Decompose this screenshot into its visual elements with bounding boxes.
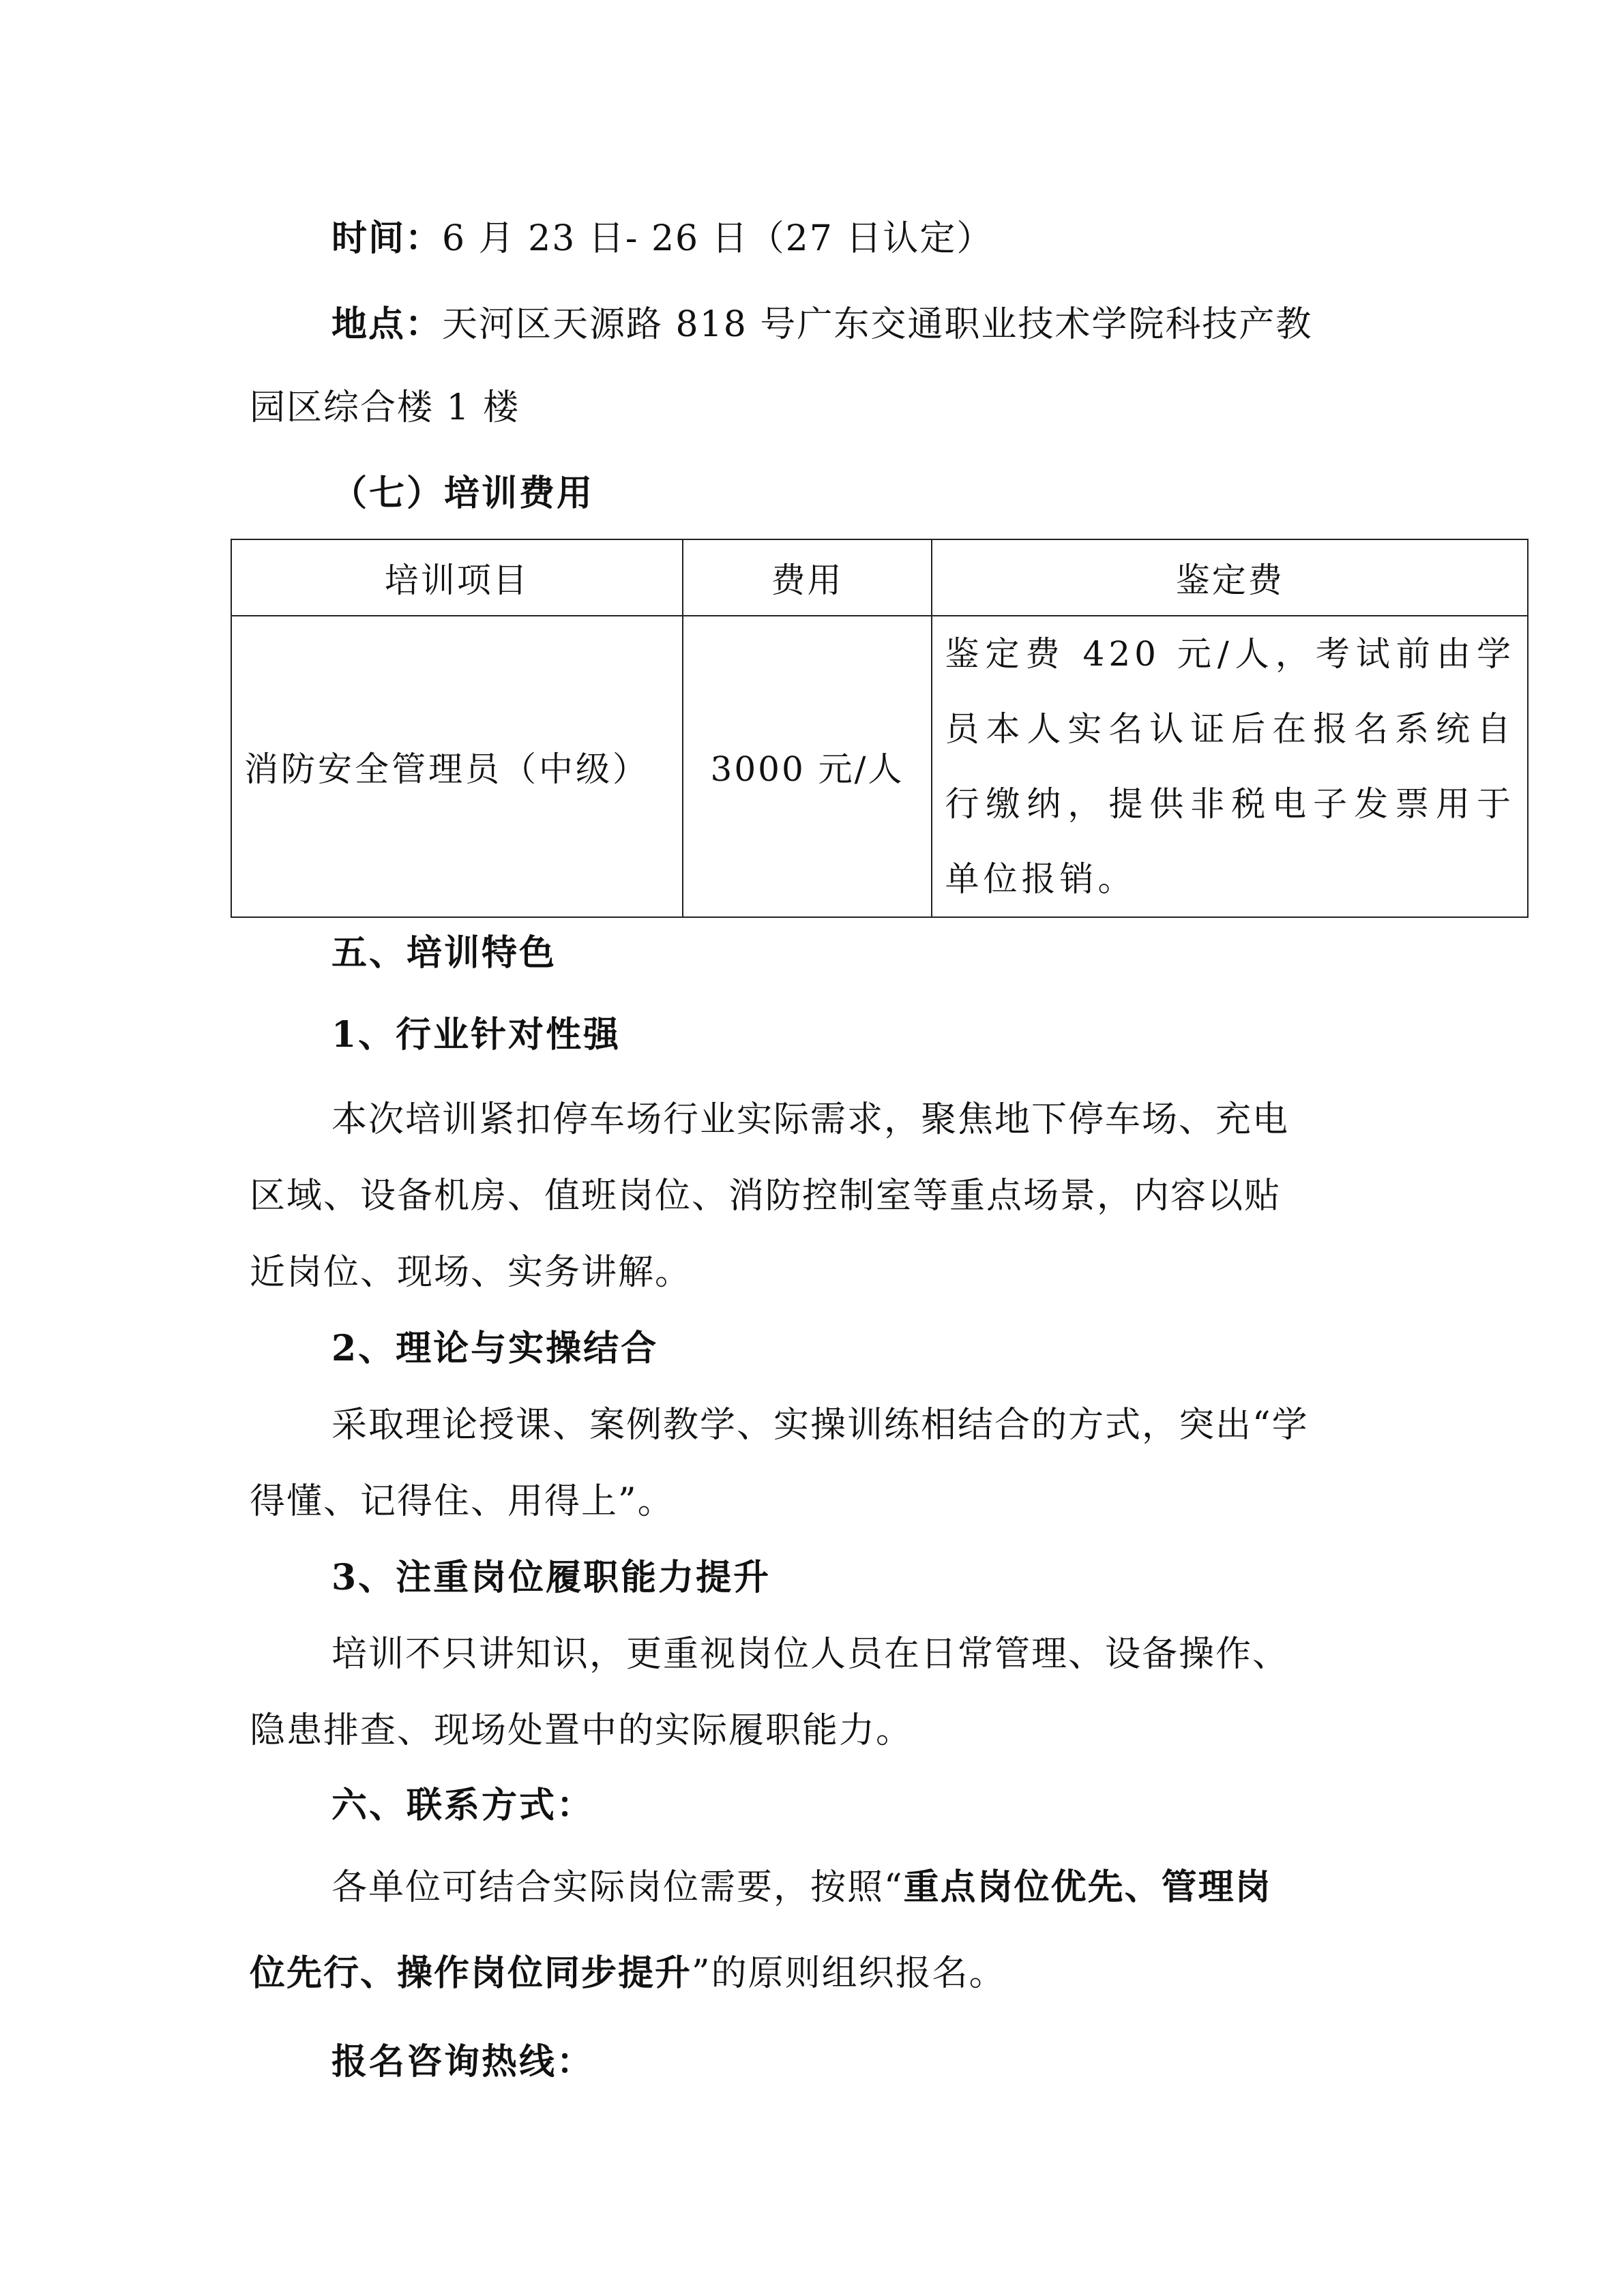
header-item: 培训项目: [231, 539, 683, 616]
time-label: 时间：: [331, 218, 443, 259]
contact-line-1: [331, 1866, 1272, 1909]
place-value-line1: 天河区天源路 818 号广东交通职业技术学院科技产教: [442, 304, 1313, 345]
feature-3-line-1: 培训不只讲知识，更重视岗位人员在日常管理、设备操作、: [331, 1634, 1290, 1675]
fees-heading: （七）培训费用: [331, 473, 595, 514]
fee-table: [231, 539, 1529, 918]
place-label: 地点：: [331, 303, 443, 345]
contact-line-2: [250, 1952, 1006, 1995]
contact-line-2-suffix: ”的原则组织报名。: [692, 1953, 1006, 1994]
contact-line-1-prefix: 各单位可结合实际岗位需要，按照“: [331, 1867, 904, 1908]
feature-1-title: 1、行业针对性强: [331, 1014, 621, 1056]
contact-heading: 六、联系方式：: [331, 1785, 595, 1826]
cell-cost: 3000 元/人: [683, 616, 932, 917]
contact-line-2-bold: 位先行、操作岗位同步提升: [250, 1952, 692, 1994]
feature-3-title: 3、注重岗位履职能力提升: [331, 1557, 771, 1598]
header-appraisal-fee: 鉴定费: [932, 539, 1528, 616]
fee-table-header-row: [231, 539, 1528, 616]
feature-2-line-1: 采取理论授课、案例教学、实操训练相结合的方式，突出“学: [331, 1405, 1309, 1446]
header-cost: 费用: [683, 539, 932, 616]
time-value: 6 月 23 日- 26 日（27 日认定）: [442, 218, 994, 259]
hotline-label: 报名咨询热线：: [331, 2041, 595, 2083]
feature-1-line-2: 区域、设备机房、值班岗位、消防控制室等重点场景，内容以贴: [250, 1176, 1282, 1217]
cell-item: 消防安全管理员（中级）: [231, 616, 683, 917]
place-value-line2: 园区综合楼 1 楼: [250, 387, 520, 428]
feature-3-line-2: 隐患排查、现场处置中的实际履职能力。: [250, 1710, 913, 1751]
features-heading: 五、培训特色: [331, 932, 557, 974]
table-row: [231, 616, 1528, 917]
feature-2-line-2: 得懂、记得住、用得上”。: [250, 1481, 675, 1522]
feature-1-line-3: 近岗位、现场、实务讲解。: [250, 1252, 692, 1293]
cell-appraisal-fee: 鉴定费 420 元/人，考试前由学员本人实名认证后在报名系统自行缴纳，提供非税电子发票用于单位报销。: [932, 616, 1528, 917]
feature-1-line-1: 本次培训紧扣停车场行业实际需求，聚焦地下停车场、充电: [331, 1099, 1290, 1140]
place-line: [331, 303, 1312, 346]
time-line: [331, 217, 993, 260]
contact-line-1-bold: 重点岗位优先、管理岗: [903, 1866, 1272, 1908]
feature-2-title: 2、理论与实操结合: [331, 1328, 659, 1369]
